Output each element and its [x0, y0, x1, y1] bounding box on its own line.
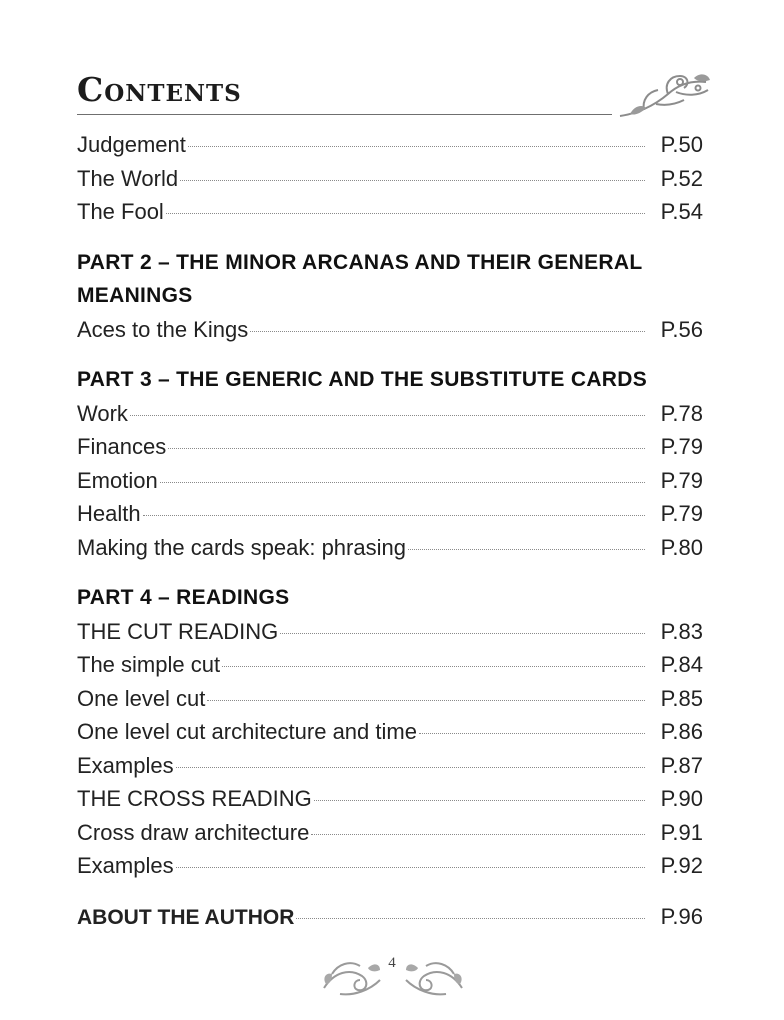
toc-entry-work[interactable]	[77, 397, 703, 431]
toc-entry-label: One level cut architecture and time	[77, 719, 417, 744]
dot-leader	[408, 548, 645, 550]
toc-entry-page: P.78	[660, 400, 703, 426]
dot-leader	[143, 514, 645, 516]
toc-entry-label: Health	[77, 501, 141, 526]
toc-entry-phrasing[interactable]	[77, 531, 703, 565]
toc-entry-judgement[interactable]	[77, 128, 703, 162]
toc-entry-label: ABOUT THE AUTHOR	[77, 905, 295, 929]
toc-entry-label: THE CROSS READING	[77, 786, 312, 811]
toc-entry-one-level-cut[interactable]	[77, 682, 703, 716]
dot-leader	[222, 665, 645, 667]
toc-entry-page: P.79	[660, 434, 703, 459]
toc-entry-label: The World	[77, 165, 179, 191]
toc-entry-about-author[interactable]	[77, 900, 703, 934]
toc-entry-page: P.90	[660, 786, 703, 811]
toc-entry-label: One level cut	[77, 685, 206, 711]
toc-entry-page: P.87	[660, 752, 703, 778]
dot-leader	[166, 212, 645, 214]
dot-leader	[207, 699, 645, 701]
toc-entry-label: Cross draw architecture	[77, 819, 310, 845]
section-heading-part-4[interactable]: PART 4 – READINGS	[77, 586, 290, 609]
toc-entry-the-fool[interactable]	[77, 195, 703, 229]
toc-entry-aces-to-kings[interactable]	[77, 313, 703, 347]
page-number: 4	[388, 955, 396, 971]
toc-entry-page: P.85	[660, 685, 703, 711]
toc-entry-examples-cut[interactable]	[77, 749, 703, 783]
dot-leader	[296, 917, 645, 919]
toc-entry-page: P.86	[660, 719, 703, 744]
toc-entry-label: Making the cards speak: phrasing	[77, 534, 406, 560]
toc-entry-page: P.91	[660, 819, 703, 845]
toc-entry-label: Work	[77, 400, 128, 426]
dot-leader	[311, 833, 645, 835]
dot-leader	[250, 330, 645, 332]
section-heading-part-3[interactable]: PART 3 – THE GENERIC AND THE SUBSTITUTE CARDS	[77, 368, 648, 391]
toc-entry-label: THE CUT READING	[77, 618, 279, 644]
dot-leader	[188, 145, 645, 147]
dot-leader	[314, 799, 645, 801]
dot-leader	[176, 866, 645, 868]
toc-entry-examples-cross[interactable]	[77, 849, 703, 883]
dot-leader	[130, 414, 645, 416]
dot-leader	[280, 632, 645, 634]
dot-leader	[176, 766, 645, 768]
toc-entry-page: P.83	[660, 618, 703, 644]
section-heading-part-2[interactable]: PART 2 – THE MINOR ARCANAS AND THEIR GENERAL	[77, 250, 643, 274]
toc-entry-cross-reading[interactable]	[77, 782, 703, 816]
section-heading-part-2-cont[interactable]: MEANINGS	[77, 284, 193, 307]
toc-entry-one-level-cut-architecture[interactable]	[77, 715, 703, 749]
dot-leader	[180, 179, 645, 181]
dot-leader	[168, 447, 645, 449]
toc-entry-emotion[interactable]	[77, 464, 703, 498]
floral-ornament-icon	[614, 70, 714, 122]
dot-leader	[160, 481, 645, 483]
toc-list	[77, 128, 703, 933]
toc-entry-page: P.50	[660, 132, 703, 157]
toc-entry-page: P.56	[660, 316, 703, 342]
toc-entry-the-world[interactable]	[77, 162, 703, 196]
toc-entry-health[interactable]	[77, 497, 703, 531]
toc-entry-finances[interactable]	[77, 430, 703, 464]
toc-entry-cut-reading[interactable]	[77, 615, 703, 649]
toc-entry-page: P.79	[660, 467, 703, 493]
toc-entry-cross-draw-architecture[interactable]	[77, 816, 703, 850]
toc-entry-label: Examples	[77, 853, 174, 878]
dot-leader	[419, 732, 645, 734]
toc-entry-label: Judgement	[77, 132, 186, 157]
toc-entry-label: Examples	[77, 752, 174, 778]
section-gap	[77, 564, 703, 581]
toc-entry-simple-cut[interactable]	[77, 648, 703, 682]
toc-entry-page: P.79	[660, 501, 703, 526]
toc-entry-page: P.52	[660, 165, 703, 191]
toc-entry-label: Emotion	[77, 467, 158, 493]
section-gap	[77, 229, 703, 246]
toc-entry-page: P.92	[660, 853, 703, 878]
toc-entry-page: P.84	[660, 652, 703, 677]
toc-entry-page: P.80	[660, 534, 703, 560]
title-rule	[77, 114, 612, 115]
toc-entry-page: P.54	[660, 199, 703, 224]
toc-entry-label: Finances	[77, 434, 167, 459]
toc-entry-label: Aces to the Kings	[77, 316, 249, 342]
page-title: Contents	[77, 70, 242, 109]
toc-entry-label: The simple cut	[77, 652, 221, 677]
section-gap	[77, 883, 703, 900]
section-gap	[77, 346, 703, 363]
toc-entry-label: The Fool	[77, 199, 164, 224]
toc-entry-page: P.96	[660, 903, 703, 929]
